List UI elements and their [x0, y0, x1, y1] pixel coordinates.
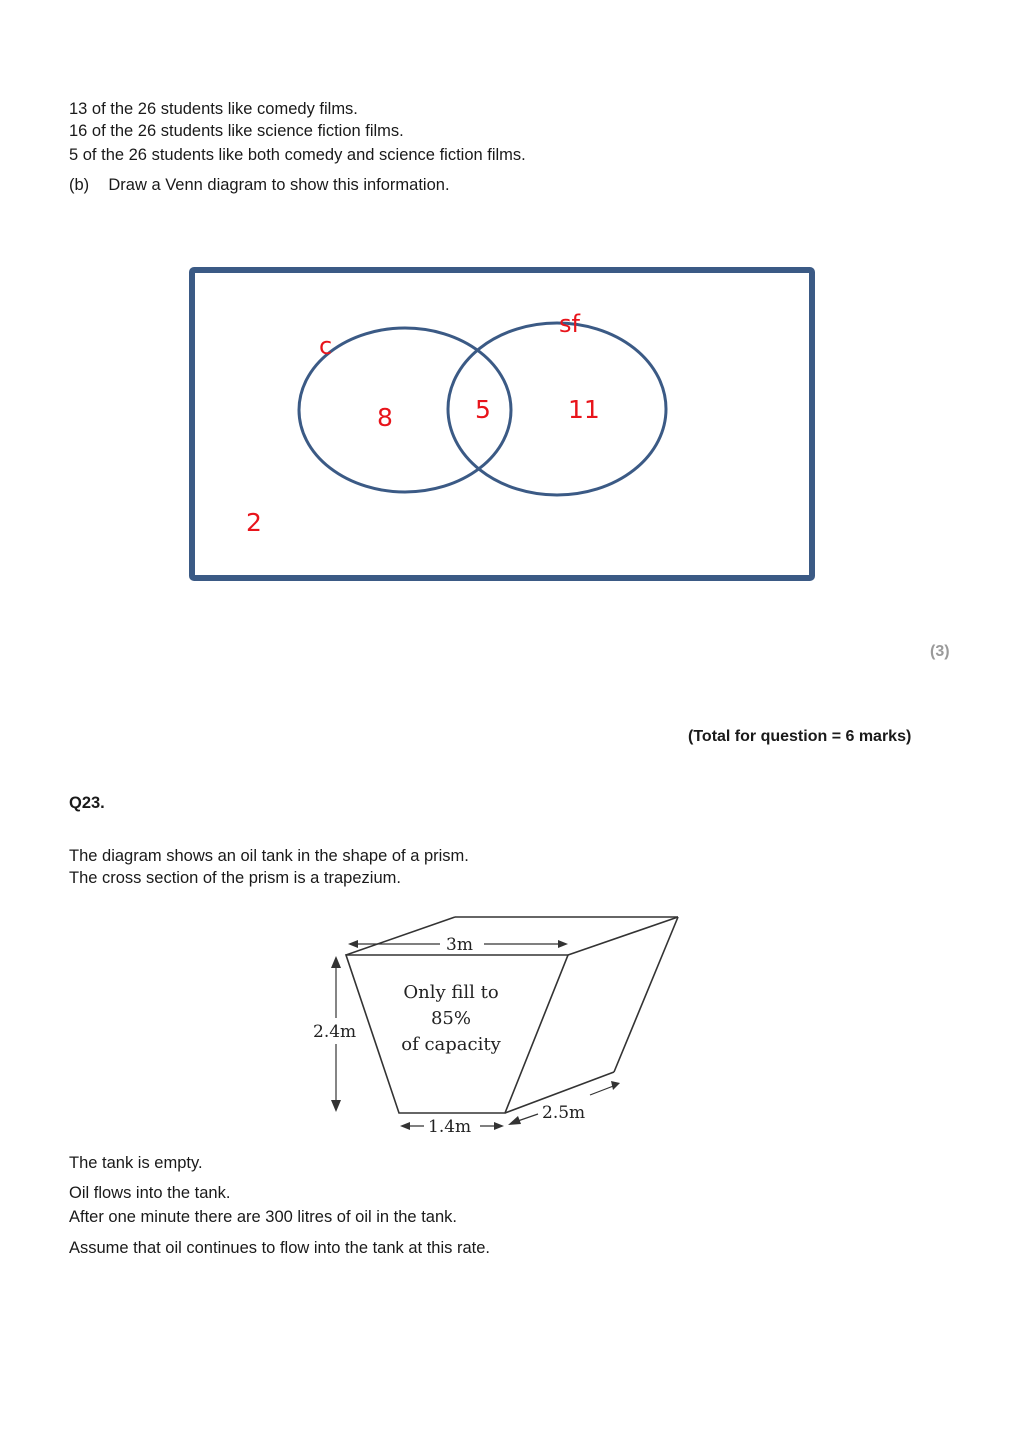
q23-intro-1: The diagram shows an oil tank in the shape of a prism. — [69, 847, 469, 865]
region-comedy-only: 8 — [377, 403, 393, 432]
instruction — [69, 175, 450, 195]
arrowhead-depth-upper — [611, 1081, 620, 1090]
arrowhead-top-left — [348, 940, 358, 948]
venn-diagram — [186, 264, 818, 586]
q23-intro-2: The cross section of the prism is a trapezium. — [69, 869, 401, 887]
capacity-note-line-3: of capacity — [401, 1034, 501, 1055]
tank-top-edge-right — [568, 917, 678, 955]
capacity-note-line-1: Only fill to — [403, 982, 499, 1003]
set-label-sci-fi: sf — [559, 310, 580, 338]
q23-after-4: Assume that oil continues to flow into the tank at this rate. — [69, 1239, 490, 1257]
universal-set-box — [192, 270, 812, 578]
marks-part-b: (3) — [930, 643, 950, 660]
region-neither: 2 — [246, 508, 262, 537]
arrowhead-bottom-left — [400, 1122, 410, 1130]
oil-tank-diagram — [300, 910, 690, 1145]
question-number: Q23. — [69, 794, 105, 812]
q23-after-1: The tank is empty. — [69, 1154, 203, 1172]
region-both: 5 — [475, 395, 491, 424]
arrowhead-height-top — [331, 956, 341, 968]
set-label-comedy: c — [319, 332, 333, 360]
tank-top-edge-left — [346, 917, 455, 955]
depth-label: 2.5m — [542, 1103, 586, 1123]
instruction-label: (b) — [69, 176, 90, 194]
tank-back-slant-edge — [614, 917, 678, 1072]
total-marks: (Total for question = 6 marks) — [688, 728, 912, 745]
arrowhead-depth-lower — [508, 1116, 521, 1125]
height-label: 2.4m — [313, 1022, 357, 1042]
bottom-width-label: 1.4m — [428, 1117, 472, 1137]
capacity-note-line-2: 85% — [430, 1008, 472, 1029]
statement-comedy: 13 of the 26 students like comedy films. — [69, 100, 358, 118]
arrowhead-height-bottom — [331, 1100, 341, 1112]
arrowhead-bottom-right — [494, 1122, 504, 1130]
depth-arrow-upper — [590, 1085, 616, 1095]
q23-after-3: After one minute there are 300 litres of oil in the tank. — [69, 1208, 457, 1226]
statement-both: 5 of the 26 students like both comedy and science fiction films. — [69, 146, 526, 164]
statement-sci-fi: 16 of the 26 students like science fiction films. — [69, 122, 404, 140]
q23-after-2: Oil flows into the tank. — [69, 1184, 231, 1202]
region-sci-fi-only: 11 — [568, 395, 600, 424]
arrowhead-top-right — [558, 940, 568, 948]
instruction-text: Draw a Venn diagram to show this information. — [108, 176, 450, 194]
top-width-label: 3m — [446, 935, 473, 955]
